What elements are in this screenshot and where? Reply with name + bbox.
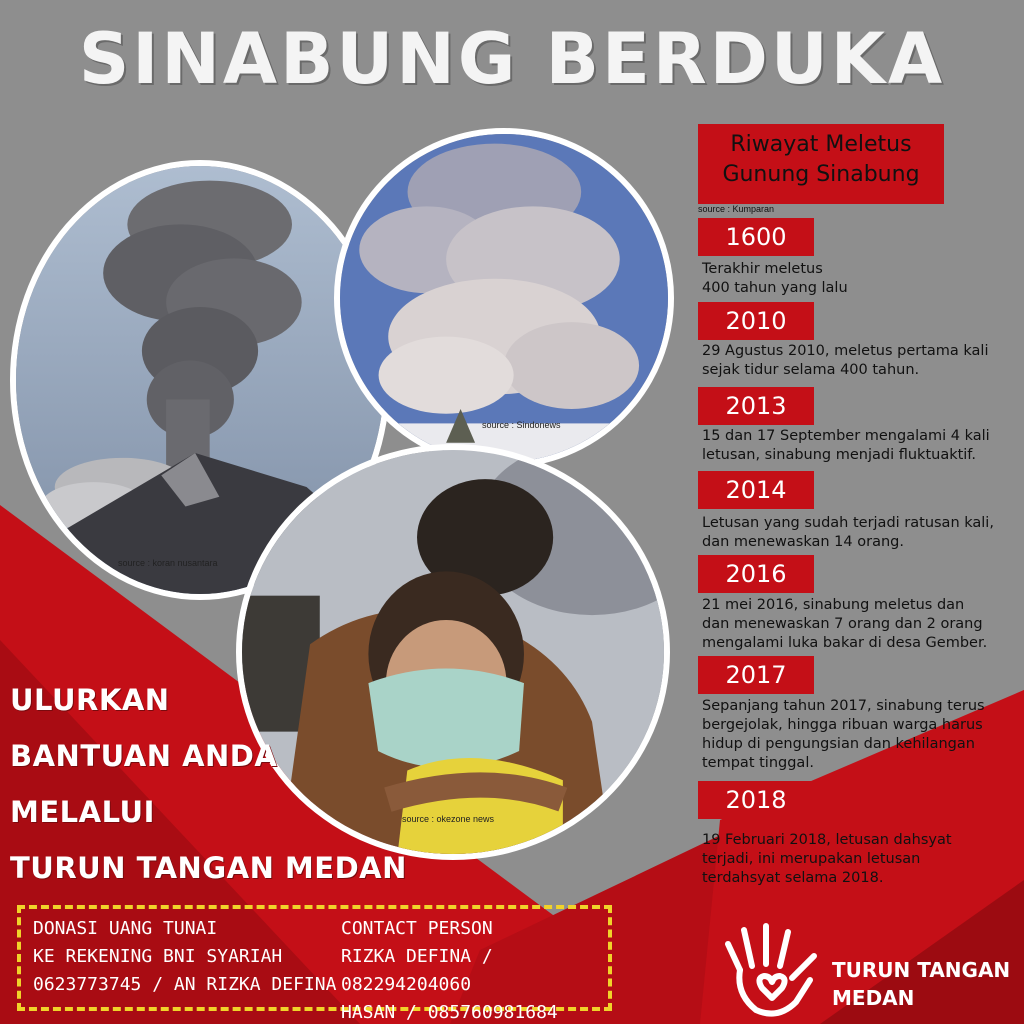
year-description — [702, 342, 1020, 380]
timeline-heading — [698, 124, 944, 204]
year-description — [702, 596, 1020, 653]
description-line: mengalami luka bakar di desa Gember. — [702, 635, 988, 651]
description-line: dan menewaskan 14 orang. — [702, 534, 904, 550]
contact-line: CONTACT PERSON — [341, 918, 493, 939]
year-description — [702, 260, 1020, 298]
year-description — [702, 831, 1020, 888]
description-line: 15 dan 17 September mengalami 4 kali — [702, 428, 990, 444]
description-line: Sepanjang tahun 2017, sinabung terus — [702, 698, 985, 714]
description-line: Letusan yang sudah terjadi ratusan kali, — [702, 515, 994, 531]
ash-cloud-illustration — [340, 134, 668, 462]
main-title: SINABUNG BERDUKA — [78, 18, 946, 100]
donation-line: DONASI UANG TUNAI — [33, 918, 218, 939]
brand-line: TURUN TANGAN — [832, 958, 1011, 982]
photo-source-label: source : Sindonews — [482, 420, 561, 430]
year-description — [702, 514, 1020, 552]
description-line: 21 mei 2016, sinabung meletus dan — [702, 597, 965, 613]
year-badge: 2010 — [698, 302, 814, 340]
timeline-heading-line: Gunung Sinabung — [722, 162, 920, 187]
description-line: terjadi, ini merupakan letusan — [702, 851, 921, 867]
description-line: Terakhir meletus — [702, 261, 823, 277]
description-line: terdahsyat selama 2018. — [702, 870, 884, 886]
cta-line: TURUN TANGAN MEDAN — [10, 851, 407, 885]
donation-details — [33, 915, 336, 999]
description-line: bergejolak, hingga ribuan warga harus — [702, 717, 983, 733]
donation-line: 0623773745 / AN RIZKA DEFINA — [33, 974, 337, 995]
year-badge: 2014 — [698, 471, 814, 509]
timeline-heading-line: Riwayat Meletus — [730, 132, 912, 157]
description-line: dan menewaskan 7 orang dan 2 orang — [702, 616, 983, 632]
description-line: letusan, sinabung menjadi fluktuaktif. — [702, 447, 976, 463]
photo-source-label: source : okezone news — [402, 814, 495, 824]
year-badge: 2013 — [698, 387, 814, 425]
contact-details — [341, 915, 608, 1024]
brand-name — [832, 956, 1010, 1012]
year-badge: 2017 — [698, 656, 814, 694]
brand-line: MEDAN — [832, 986, 915, 1010]
cta-line: BANTUAN ANDA — [10, 739, 278, 773]
description-line: sejak tidur selama 400 tahun. — [702, 362, 920, 378]
year-badge: 2016 — [698, 555, 814, 593]
hand-heart-icon — [718, 922, 828, 1018]
description-line: 29 Agustus 2010, meletus pertama kali — [702, 343, 989, 359]
description-line: tempat tinggal. — [702, 755, 814, 771]
description-line: 400 tahun yang lalu — [702, 280, 848, 296]
year-badge: 1600 — [698, 218, 814, 256]
contact-line: RIZKA DEFINA / 082294204060 — [341, 946, 493, 995]
description-line: 19 Februari 2018, letusan dahsyat — [702, 832, 952, 848]
photo-source-label: source : koran nusantara — [118, 558, 218, 568]
cta-line: ULURKAN — [10, 683, 170, 717]
cta-line: MELALUI — [10, 795, 155, 829]
year-badge: 2018 — [698, 781, 814, 819]
description-line: hidup di pengungsian dan kehilangan — [702, 736, 975, 752]
timeline-source: source : Kumparan — [698, 204, 775, 214]
photo-ash-cloud — [334, 128, 674, 468]
year-description — [702, 697, 1020, 773]
call-to-action — [10, 672, 407, 896]
year-description — [702, 427, 1020, 465]
contact-line: HASAN / 085760981684 — [341, 1002, 558, 1023]
donation-line: KE REKENING BNI SYARIAH — [33, 946, 283, 967]
donation-info-box — [17, 905, 612, 1023]
